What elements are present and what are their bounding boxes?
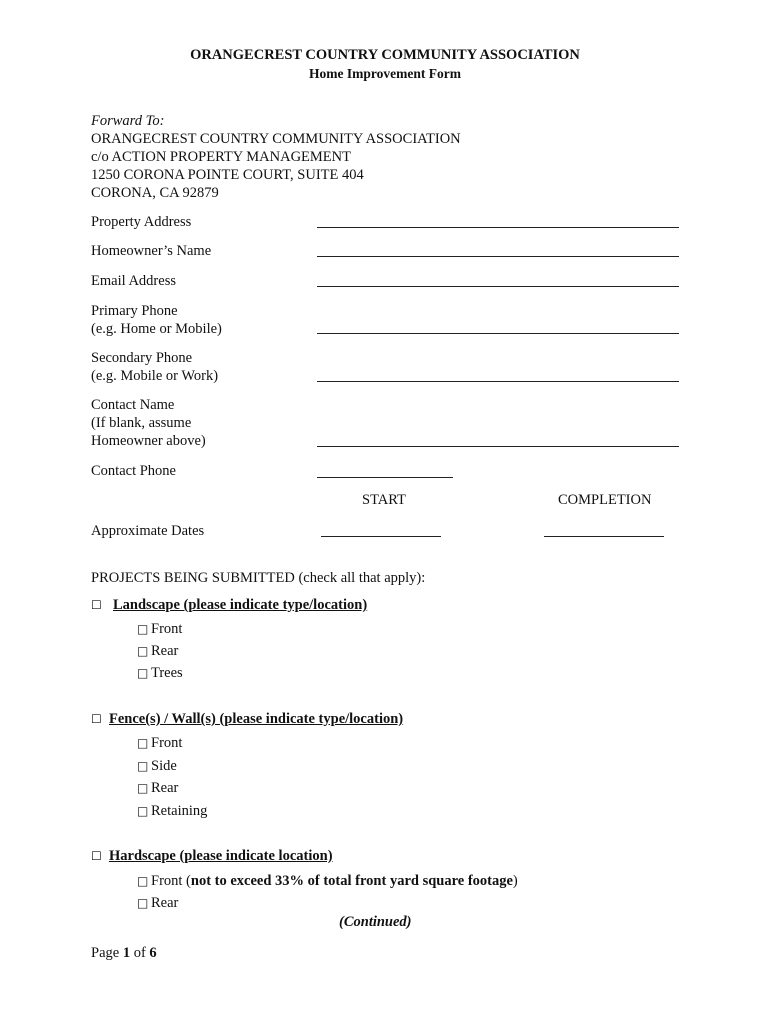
option-label: Rear [151, 895, 179, 911]
page-total: 6 [149, 945, 157, 961]
hardscape-checkbox[interactable]: ☐ [91, 849, 102, 863]
page-current: 1 [122, 945, 131, 961]
hardscape-heading: Hardscape (please indicate location) [109, 848, 333, 864]
landscape-heading: Landscape (please indicate type/location) [113, 597, 368, 613]
hardscape-row[interactable] [91, 847, 333, 865]
completion-column-label: COMPLETION [558, 492, 652, 508]
contact-name-label-line: Contact Name [91, 397, 175, 413]
option-label: Front [151, 621, 183, 637]
checkbox-icon[interactable]: □ [137, 644, 149, 658]
landscape-checkbox[interactable]: ☐ [91, 598, 102, 612]
forward-line-4: CORONA, CA 92879 [91, 185, 219, 201]
primary-phone-field[interactable] [317, 333, 679, 334]
option-label: Retaining [151, 803, 208, 819]
option-label: Rear [151, 780, 179, 796]
option-label: Trees [151, 665, 183, 681]
forward-to-label: Forward To: [91, 113, 165, 129]
page-word: Page [91, 945, 123, 961]
secondary-phone-label-line: Secondary Phone [91, 350, 193, 366]
fence-retaining-option[interactable] [137, 802, 207, 820]
org-title: ORANGECREST COUNTRY COMMUNITY ASSOCIATION [190, 47, 580, 63]
primary-phone-label-line: Primary Phone [91, 303, 178, 319]
secondary-phone-label [91, 349, 218, 385]
checkbox-icon[interactable]: □ [137, 666, 149, 680]
fence-front-option[interactable] [137, 734, 182, 752]
form-title: Home Improvement Form [309, 66, 461, 81]
start-column-label: START [362, 492, 406, 508]
email-label: Email Address [91, 273, 176, 289]
checkbox-icon[interactable]: □ [137, 736, 149, 750]
option-label: Front [151, 735, 183, 751]
contact-name-field[interactable] [317, 446, 679, 447]
option-label: Front ( [151, 873, 191, 889]
projects-intro: PROJECTS BEING SUBMITTED (check all that apply): [91, 570, 426, 586]
email-field[interactable] [317, 286, 679, 287]
checkbox-icon[interactable]: □ [137, 759, 149, 773]
completion-date-field[interactable] [544, 536, 664, 537]
fence-heading: Fence(s) / Wall(s) (please indicate type/location) [109, 711, 404, 727]
checkbox-icon[interactable]: □ [137, 781, 149, 795]
landscape-trees-option[interactable] [137, 664, 183, 682]
contact-name-label [91, 396, 206, 450]
fence-side-option[interactable] [137, 757, 177, 775]
checkbox-icon[interactable]: □ [137, 622, 149, 636]
landscape-row[interactable] [91, 596, 367, 614]
front-yard-limit-note: not to exceed 33% of total front yard square footage [190, 873, 513, 889]
forward-line-3: 1250 CORONA POINTE COURT, SUITE 404 [91, 167, 364, 183]
start-date-field[interactable] [321, 536, 441, 537]
primary-phone-label [91, 302, 222, 338]
contact-phone-field[interactable] [317, 477, 453, 478]
homeowner-name-field[interactable] [317, 256, 679, 257]
option-label: Side [151, 758, 177, 774]
landscape-front-option[interactable] [137, 620, 182, 638]
page-number [91, 944, 157, 962]
checkbox-icon[interactable]: □ [137, 804, 149, 818]
approximate-dates-label: Approximate Dates [91, 523, 205, 539]
checkbox-icon[interactable]: □ [137, 896, 149, 910]
forward-line-1: ORANGECREST COUNTRY COMMUNITY ASSOCIATION [91, 131, 461, 147]
option-label-close: ) [512, 873, 518, 889]
fence-row[interactable] [91, 710, 403, 728]
fence-rear-option[interactable] [137, 779, 178, 797]
continued-note: (Continued) [339, 914, 412, 930]
contact-name-hint-1: (If blank, assume [91, 415, 192, 431]
property-address-label: Property Address [91, 214, 192, 230]
landscape-rear-option[interactable] [137, 642, 178, 660]
primary-phone-hint: (e.g. Home or Mobile) [91, 321, 222, 337]
contact-name-hint-2: Homeowner above) [91, 433, 206, 449]
forward-line-2: c/o ACTION PROPERTY MANAGEMENT [91, 149, 351, 165]
option-label: Rear [151, 643, 179, 659]
homeowner-name-label: Homeowner’s Name [91, 243, 212, 259]
hardscape-rear-option[interactable] [137, 894, 178, 912]
checkbox-icon[interactable]: □ [137, 874, 149, 888]
fence-checkbox[interactable]: ☐ [91, 712, 102, 726]
secondary-phone-field[interactable] [317, 381, 679, 382]
of-word: of [130, 945, 150, 961]
secondary-phone-hint: (e.g. Mobile or Work) [91, 368, 219, 384]
property-address-field[interactable] [317, 227, 679, 228]
contact-phone-label: Contact Phone [91, 463, 176, 479]
hardscape-front-option[interactable] [137, 872, 518, 890]
